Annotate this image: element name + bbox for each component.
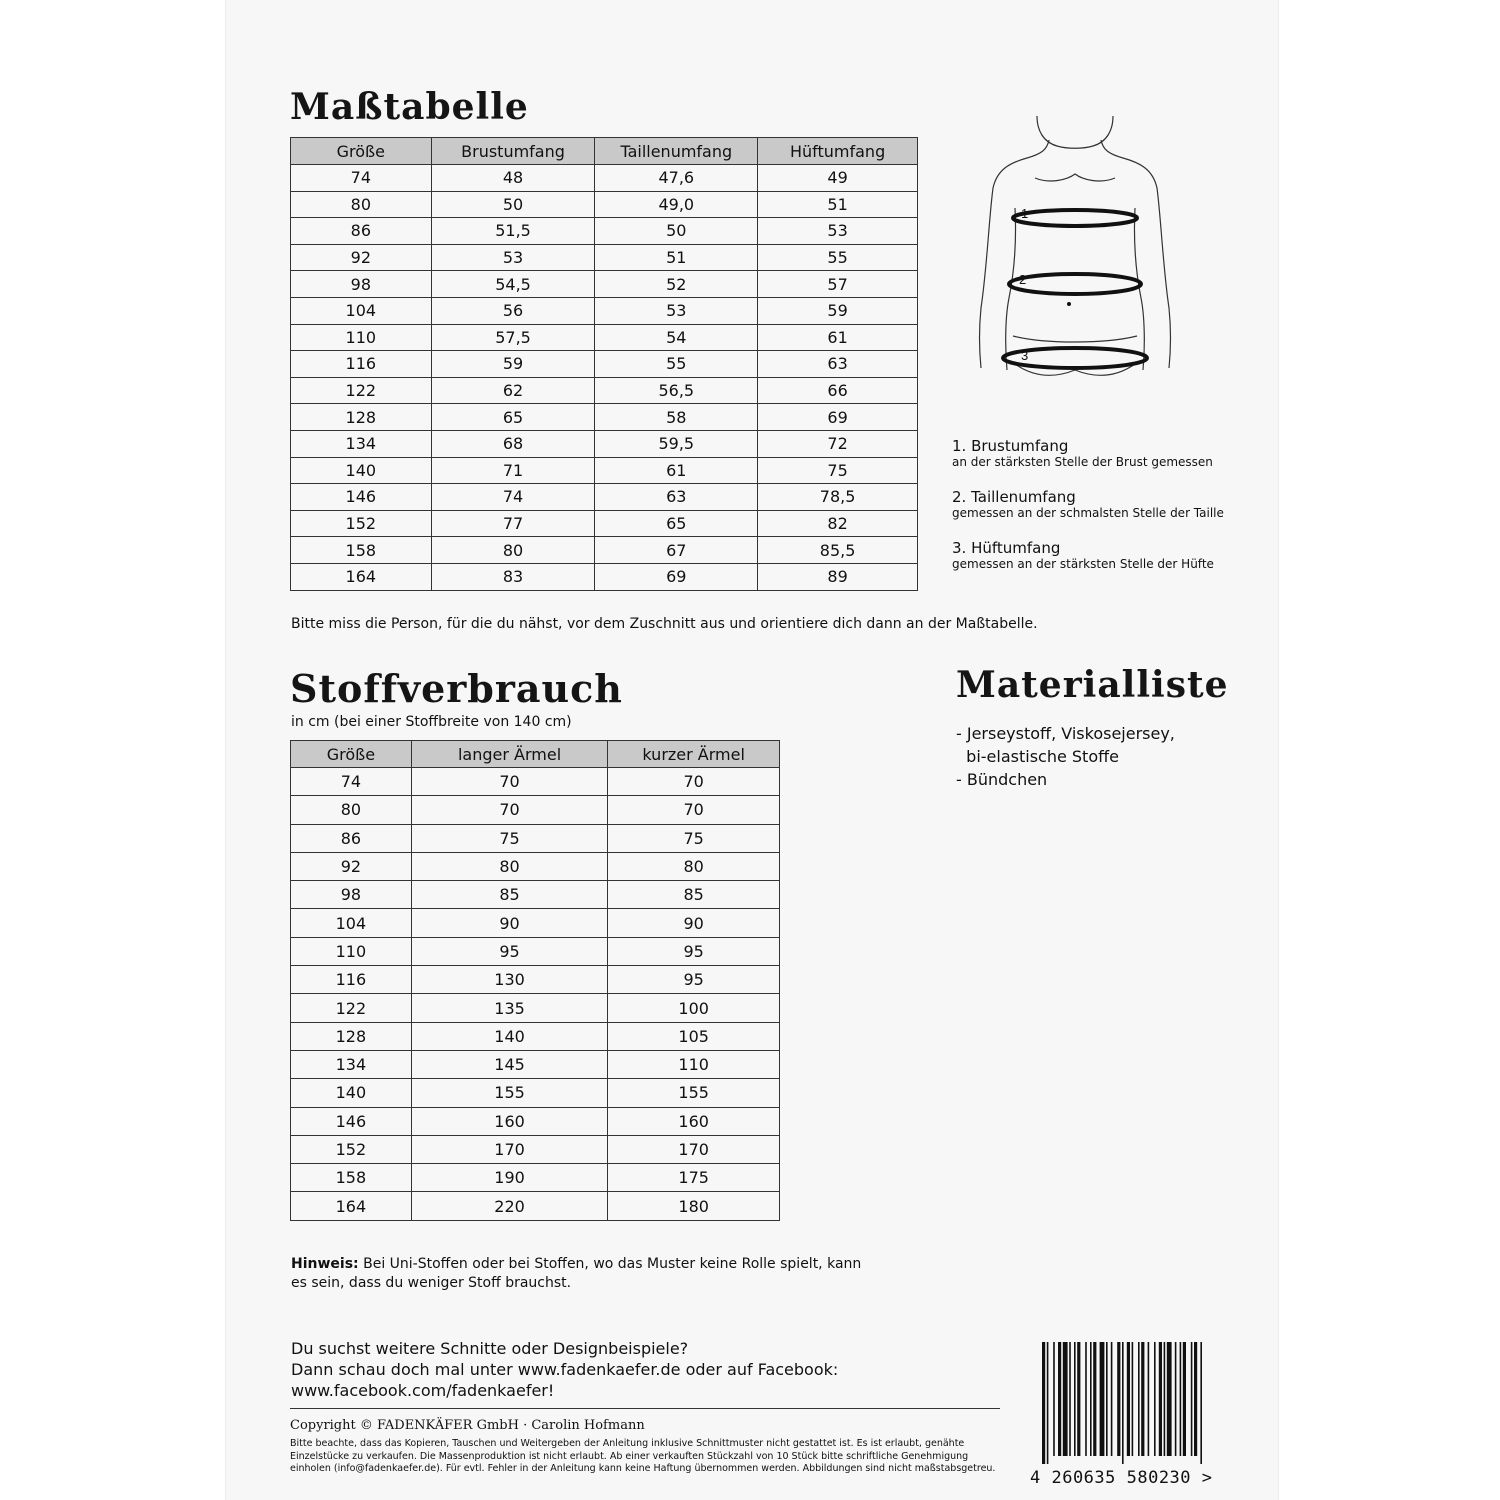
table-cell: 122 [291,377,432,404]
table-cell: 56,5 [595,377,758,404]
fabric-table-row [291,937,780,965]
promo-link-line[interactable]: www.facebook.com/fadenkaefer! [291,1381,555,1400]
table-cell: 85,5 [758,537,918,564]
table-cell: 152 [291,510,432,537]
header-hueftumfang: Hüftumfang [758,138,918,165]
table-cell: 74 [291,165,432,192]
table-cell: 110 [608,1050,780,1078]
table-cell: 86 [291,218,432,245]
table-cell: 145 [411,1050,608,1078]
size-table-row [291,484,918,511]
hint-text-line2: es sein, dass du weniger Stoff brauchst. [291,1274,572,1291]
table-cell: 74 [291,768,412,796]
table-cell: 50 [431,191,595,218]
fabric-table-row [291,966,780,994]
table-cell: 75 [411,824,608,852]
table-cell: 85 [411,881,608,909]
table-cell: 92 [291,244,432,271]
materialliste-title: Materialliste [956,664,1229,706]
legend-heading: 1. Brustumfang [952,437,1069,455]
table-cell: 53 [431,244,595,271]
header-langer-aermel: langer Ärmel [411,741,608,768]
table-cell: 57 [758,271,918,298]
table-cell: 71 [431,457,595,484]
table-cell: 152 [291,1135,412,1163]
size-table-row [291,377,918,404]
table-cell: 98 [291,881,412,909]
marker-1: 1 [1021,206,1029,221]
table-cell: 53 [758,218,918,245]
table-cell: 155 [411,1079,608,1107]
table-cell: 57,5 [431,324,595,351]
table-cell: 75 [758,457,918,484]
table-cell: 80 [431,537,595,564]
table-cell: 175 [608,1164,780,1192]
header-groesse: Größe [291,138,432,165]
table-cell: 51,5 [431,218,595,245]
fabric-table-row [291,909,780,937]
table-cell: 58 [595,404,758,431]
table-cell: 56 [431,297,595,324]
promo-line: Du suchst weitere Schnitte oder Designbeispiele? [291,1339,689,1358]
fabric-table-row [291,1079,780,1107]
legend-heading: 2. Taillenumfang [952,488,1076,506]
copyright: Copyright © FADENKÄFER GmbH · Carolin Hofmann [290,1418,645,1433]
body-measurement-figure [975,108,1175,408]
table-cell: 160 [608,1107,780,1135]
table-cell: 52 [595,271,758,298]
fabric-table-row [291,796,780,824]
fabric-table-row [291,852,780,880]
hint-note [291,1255,861,1293]
size-table-header [291,138,918,165]
table-cell: 134 [291,430,432,457]
table-cell: 86 [291,824,412,852]
table-cell: 92 [291,852,412,880]
table-cell: 135 [411,994,608,1022]
fabric-table [290,740,780,1221]
size-table-row [291,457,918,484]
table-cell: 164 [291,1192,412,1220]
table-cell: 63 [758,351,918,378]
table-cell: 51 [758,191,918,218]
barcode-icon [1040,1342,1256,1464]
table-cell: 83 [431,563,595,590]
size-table-row [291,537,918,564]
fabric-table-header [291,741,780,768]
table-cell: 104 [291,909,412,937]
table-cell: 170 [608,1135,780,1163]
table-cell: 140 [411,1022,608,1050]
table-cell: 61 [595,457,758,484]
table-cell: 110 [291,324,432,351]
hint-label: Hinweis: [291,1256,359,1272]
material-item: - Jerseystoff, Viskosejersey, [956,724,1175,743]
table-cell: 70 [411,796,608,824]
table-cell: 70 [608,768,780,796]
material-item: bi-elastische Stoffe [956,747,1119,766]
table-cell: 105 [608,1022,780,1050]
table-cell: 95 [608,966,780,994]
fabric-table-row [291,768,780,796]
table-cell: 170 [411,1135,608,1163]
table-cell: 59 [431,351,595,378]
measure-note: Bitte miss die Person, für die du nähst, vor dem Zuschnitt aus und orientiere dich dann an der Maßtabelle. [291,616,1038,632]
table-cell: 146 [291,484,432,511]
table-cell: 53 [595,297,758,324]
table-cell: 158 [291,1164,412,1192]
size-table-row [291,297,918,324]
header-brustumfang: Brustumfang [431,138,595,165]
size-table-row [291,191,918,218]
table-cell: 85 [608,881,780,909]
table-cell: 66 [758,377,918,404]
table-cell: 110 [291,937,412,965]
table-cell: 82 [758,510,918,537]
table-cell: 90 [608,909,780,937]
fabric-table-row [291,1107,780,1135]
size-table-row [291,324,918,351]
barcode-number: 4 260635 580230 > [1030,1468,1213,1488]
size-table-row [291,351,918,378]
table-cell: 49 [758,165,918,192]
table-cell: 69 [758,404,918,431]
stoffverbrauch-subtitle: in cm (bei einer Stoffbreite von 140 cm) [291,714,572,730]
stoffverbrauch-title: Stoffverbrauch [290,666,623,711]
header-groesse: Größe [291,741,412,768]
table-cell: 158 [291,537,432,564]
table-cell: 78,5 [758,484,918,511]
size-table-row [291,218,918,245]
table-cell: 69 [595,563,758,590]
hint-text: Bei Uni-Stoffen oder bei Stoffen, wo das Muster keine Rolle spielt, kann [358,1256,862,1272]
table-cell: 128 [291,404,432,431]
table-cell: 47,6 [595,165,758,192]
table-cell: 100 [608,994,780,1022]
table-cell: 62 [431,377,595,404]
promo-line: Dann schau doch mal unter www.fadenkaefer.de oder auf Facebook: [291,1360,839,1379]
table-cell: 61 [758,324,918,351]
table-cell: 54,5 [431,271,595,298]
fabric-table-row [291,1022,780,1050]
table-cell: 220 [411,1192,608,1220]
size-table-row [291,244,918,271]
fabric-table-row [291,994,780,1022]
legend-sub: gemessen an der schmalsten Stelle der Taille [952,506,1224,520]
table-cell: 49,0 [595,191,758,218]
table-cell: 65 [431,404,595,431]
table-cell: 80 [291,191,432,218]
size-table-row [291,271,918,298]
table-cell: 130 [411,966,608,994]
table-cell: 180 [608,1192,780,1220]
legend-heading: 3. Hüftumfang [952,539,1061,557]
table-cell: 67 [595,537,758,564]
table-cell: 72 [758,430,918,457]
size-table-row [291,404,918,431]
legend-sub: gemessen an der stärksten Stelle der Hüfte [952,557,1214,571]
fabric-table-row [291,1135,780,1163]
header-taillenumfang: Taillenumfang [595,138,758,165]
size-table-row [291,510,918,537]
legend-hueftumfang [952,539,1214,571]
table-cell: 89 [758,563,918,590]
marker-3: 3 [1021,348,1029,363]
footer-divider [290,1408,1000,1409]
table-cell: 116 [291,966,412,994]
table-cell: 104 [291,297,432,324]
fineprint: Bitte beachte, dass das Kopieren, Tauschen und Weitergeben der Anleitung inklusive Schnittmuster nicht gestattet ist. Es ist erlaubt, genähte Einzelstücke zu verkaufen. Die Massenproduktion ist nicht erlaubt. Ab einer verkauften Stückzahl von 10 Stück bitte schriftliche Genehmigung einholen (info@fadenkaefer.de). Für evtl. Fehler in der Anleitung kann keine Haftung übernommen werden. Abbildungen sind nicht maßstabsgetreu. [290,1438,996,1474]
size-table-row [291,165,918,192]
table-cell: 116 [291,351,432,378]
table-cell: 80 [291,796,412,824]
size-table-row [291,563,918,590]
table-cell: 140 [291,1079,412,1107]
legend-brustumfang [952,437,1213,469]
table-cell: 134 [291,1050,412,1078]
table-cell: 128 [291,1022,412,1050]
table-cell: 95 [411,937,608,965]
table-cell: 146 [291,1107,412,1135]
table-cell: 80 [411,852,608,880]
table-cell: 75 [608,824,780,852]
table-cell: 98 [291,271,432,298]
fabric-table-row [291,1050,780,1078]
table-cell: 59 [758,297,918,324]
table-cell: 51 [595,244,758,271]
table-cell: 77 [431,510,595,537]
table-cell: 55 [595,351,758,378]
table-cell: 63 [595,484,758,511]
material-list [956,722,1175,791]
table-cell: 70 [411,768,608,796]
legend-sub: an der stärksten Stelle der Brust gemessen [952,455,1213,469]
size-table-row [291,430,918,457]
fabric-table-row [291,1164,780,1192]
table-cell: 68 [431,430,595,457]
legend-taillenumfang [952,488,1224,520]
table-cell: 59,5 [595,430,758,457]
table-cell: 55 [758,244,918,271]
table-cell: 164 [291,563,432,590]
promo-text [291,1338,838,1401]
table-cell: 90 [411,909,608,937]
material-item: - Bündchen [956,770,1048,789]
table-cell: 65 [595,510,758,537]
table-cell: 74 [431,484,595,511]
fabric-table-row [291,1192,780,1220]
table-cell: 155 [608,1079,780,1107]
table-cell: 54 [595,324,758,351]
marker-2: 2 [1019,272,1027,287]
table-cell: 160 [411,1107,608,1135]
table-cell: 50 [595,218,758,245]
table-cell: 122 [291,994,412,1022]
fabric-table-row [291,881,780,909]
table-cell: 190 [411,1164,608,1192]
table-cell: 48 [431,165,595,192]
header-kurzer-aermel: kurzer Ärmel [608,741,780,768]
table-cell: 95 [608,937,780,965]
masstabelle-title: Maßtabelle [290,86,529,128]
size-table [290,137,918,591]
table-cell: 70 [608,796,780,824]
table-cell: 80 [608,852,780,880]
table-cell: 140 [291,457,432,484]
fabric-table-row [291,824,780,852]
